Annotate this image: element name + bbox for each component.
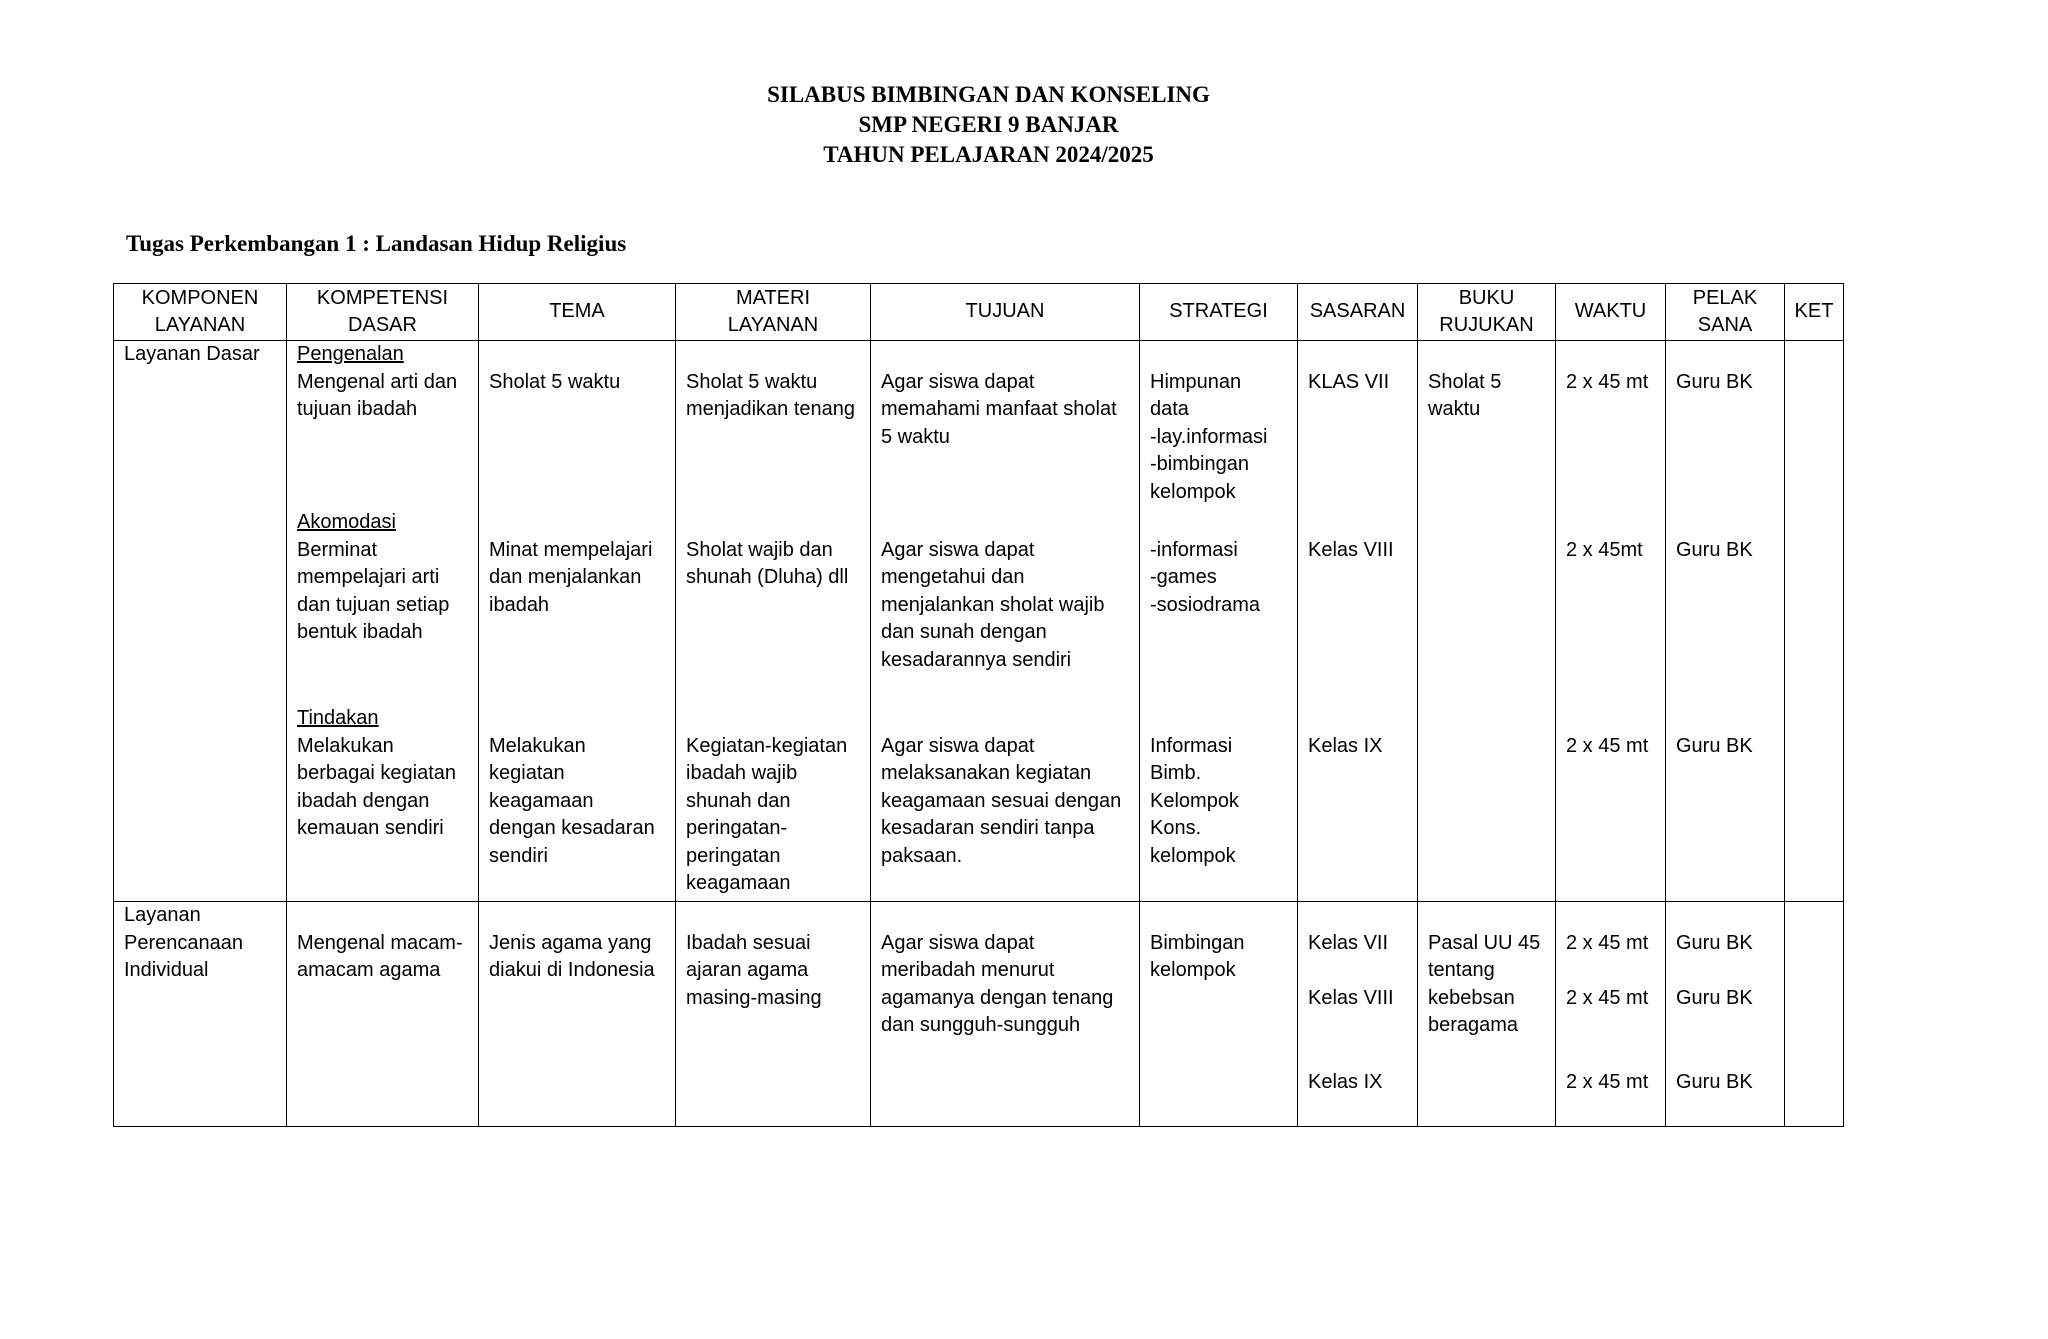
col-header-materi: MATERI LAYANAN [676,284,871,341]
col-header-strategi: STRATEGI [1140,284,1298,341]
ket-cell [1785,341,1844,902]
col-header-komponen: KOMPONEN LAYANAN [114,284,287,341]
stage-label: Akomodasi [297,511,396,533]
stage-label: Tindakan [297,707,379,729]
table-row [114,341,1844,902]
materi-cell [676,341,871,902]
pelaksana-text: Guru BK [1676,370,1753,393]
waktu-text: 2 x 45mt [1566,538,1643,561]
table-header-row [114,284,1844,341]
pelaksana-cell [1666,341,1785,902]
strategi-text: -informasi -games -sosiodrama [1150,538,1261,616]
waktu-text: 2 x 45 mt [1566,986,1649,1009]
ket-cell [1785,902,1844,1127]
materi-text: Ibadah sesuai ajaran agama masing-masing [686,931,822,1009]
strategi-text: Informasi Bimb. Kelompok Kons. kelompok [1150,734,1239,867]
materi-text: Sholat wajib dan shunah (Dluha) dll [686,538,849,588]
waktu-text: 2 x 45 mt [1566,370,1649,393]
pelaksana-text: Guru BK [1676,538,1753,561]
waktu-cell [1556,902,1666,1127]
col-header-tujuan: TUJUAN [871,284,1140,341]
tema-text: Jenis agama yang diakui di Indonesia [489,931,655,981]
buku-text: Pasal UU 45 tentang kebebsan beragama [1428,931,1541,1036]
col-header-sasaran: SASARAN [1298,284,1418,341]
col-header-tema: TEMA [479,284,676,341]
komponen-cell: Layanan Dasar [114,341,287,902]
kompetensi-text: Melakukan berbagai kegiatan ibadah dengan kemauan sendiri [297,734,457,839]
pelaksana-text: Guru BK [1676,986,1753,1009]
section-title: Tugas Perkembangan 1 : Landasan Hidup Religius [126,231,627,256]
stage-label: Pengenalan [297,343,404,365]
col-header-ket: KET [1785,284,1844,341]
pelaksana-text: Guru BK [1676,734,1753,757]
tujuan-cell [871,341,1140,902]
pelaksana-text: Guru BK [1676,1070,1753,1093]
strategi-text: Himpunan data -lay.informasi -bimbingan kelompok [1150,370,1268,503]
kompetensi-cell [287,902,479,1127]
strategi-text: Bimbingan kelompok [1150,931,1245,981]
pelaksana-cell [1666,902,1785,1127]
komponen-cell: Layanan Perencanaan Individual [114,902,287,1127]
col-header-pelaksana: PELAK SANA [1666,284,1785,341]
buku-cell [1418,341,1556,902]
waktu-cell [1556,341,1666,902]
kompetensi-text: Mengenal macam- amacam agama [297,931,463,981]
header-year: TAHUN PELAJARAN 2024/2025 [823,142,1154,167]
sasaran-cell [1298,902,1418,1127]
col-header-kompetensi: KOMPETENSI DASAR [287,284,479,341]
header-school: SMP NEGERI 9 BANJAR [858,112,1119,137]
strategi-cell [1140,341,1298,902]
kompetensi-text: Mengenal arti dan tujuan ibadah [297,370,458,420]
tema-cell [479,341,676,902]
tema-text: Sholat 5 waktu [489,370,621,393]
col-header-waktu: WAKTU [1556,284,1666,341]
pelaksana-text: Guru BK [1676,931,1753,954]
document-header [0,80,1977,170]
strategi-cell [1140,902,1298,1127]
sasaran-text: Kelas IX [1308,1070,1383,1093]
kompetensi-cell [287,341,479,902]
tema-text: Minat mempelajari dan menjalankan ibadah [489,538,653,616]
tujuan-text: Agar siswa dapat meribadah menurut agamanya dengan tenang dan sungguh-sungguh [881,931,1114,1036]
tema-text: Melakukan kegiatan keagamaan dengan kesadaran sendiri [489,734,655,867]
tema-cell [479,902,676,1127]
materi-text: Sholat 5 waktu menjadikan tenang [686,370,856,420]
tujuan-text: Agar siswa dapat memahami manfaat sholat 5 waktu [881,370,1117,448]
tujuan-text: Agar siswa dapat melaksanakan kegiatan keagamaan sesuai dengan kesadaran sendiri tanpa paksaan. [881,734,1122,867]
tujuan-cell [871,902,1140,1127]
kompetensi-text: Berminat mempelajari arti dan tujuan setiap bentuk ibadah [297,538,450,643]
tujuan-text: Agar siswa dapat mengetahui dan menjalankan sholat wajib dan sunah dengan kesadarannya sendiri [881,538,1105,671]
syllabus-table [113,283,1844,1127]
buku-text: Sholat 5 waktu [1428,370,1502,420]
buku-cell [1418,902,1556,1127]
header-title: SILABUS BIMBINGAN DAN KONSELING [767,82,1210,107]
col-header-buku: BUKU RUJUKAN [1418,284,1556,341]
waktu-text: 2 x 45 mt [1566,931,1649,954]
materi-text: Kegiatan-kegiatan ibadah wajib shunah dan peringatan- peringatan keagamaan [686,734,848,894]
sasaran-text: Kelas VIII [1308,986,1394,1009]
table-row [114,902,1844,1127]
sasaran-text: Kelas VIII [1308,538,1394,561]
waktu-text: 2 x 45 mt [1566,1070,1649,1093]
waktu-text: 2 x 45 mt [1566,734,1649,757]
materi-cell [676,902,871,1127]
sasaran-text: Kelas IX [1308,734,1383,757]
sasaran-cell [1298,341,1418,902]
sasaran-text: Kelas VII [1308,931,1389,954]
sasaran-text: KLAS VII [1308,370,1390,393]
